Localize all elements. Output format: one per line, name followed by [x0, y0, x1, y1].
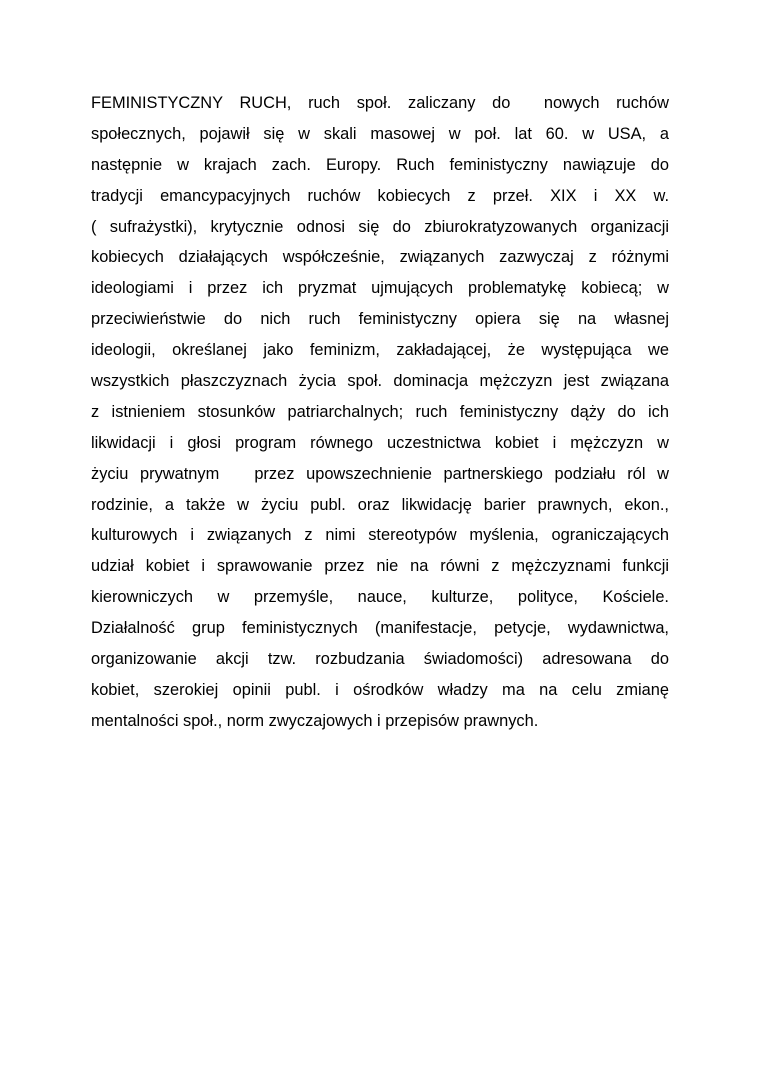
- text-line: życiu prywatnym przez upowszechnienie partnerskiego podziału ról w: [91, 464, 669, 483]
- text-line: tradycji emancypacyjnych ruchów kobiecych z przeł. XIX i XX w.: [91, 186, 669, 205]
- article-paragraph: [91, 88, 669, 737]
- text-line: Działalność grup feministycznych (manifestacje, petycje, wydawnictwa,: [91, 619, 669, 638]
- text-line: kobiecych działających współcześnie, związanych zazwyczaj z różnymi: [91, 248, 669, 267]
- text-line: likwidacji i głosi program równego uczestnictwa kobiet i mężczyzn w: [91, 433, 669, 452]
- text-line: organizowanie akcji tzw. rozbudzania świadomości) adresowana do: [91, 650, 669, 669]
- text-line: przeciwieństwie do nich ruch feministyczny opiera się na własnej: [91, 310, 669, 329]
- text-line: rodzinie, a także w życiu publ. oraz likwidację barier prawnych, ekon.,: [91, 495, 669, 514]
- text-line: ideologii, określanej jako feminizm, zakładającej, że występująca we: [91, 341, 669, 360]
- text-line: z istnieniem stosunków patriarchalnych; ruch feministyczny dąży do ich: [91, 402, 669, 421]
- text-line: następnie w krajach zach. Europy. Ruch feministyczny nawiązuje do: [91, 155, 669, 174]
- text-line: wszystkich płaszczyznach życia społ. dominacja mężczyzn jest związana: [91, 372, 669, 391]
- text-line: ideologiami i przez ich pryzmat ujmujących problematykę kobiecą; w: [91, 279, 669, 298]
- text-line: kierowniczych w przemyśle, nauce, kulturze, polityce, Kościele.: [91, 588, 669, 607]
- text-line: ( sufrażystki), krytycznie odnosi się do zbiurokratyzowanych organizacji: [91, 217, 669, 236]
- text-line: mentalności społ., norm zwyczajowych i przepisów prawnych.: [91, 711, 539, 730]
- text-line: społecznych, pojawił się w skali masowej w poł. lat 60. w USA, a: [91, 124, 669, 143]
- text-line: kulturowych i związanych z nimi stereotypów myślenia, ograniczających: [91, 526, 669, 545]
- text-line: kobiet, szerokiej opinii publ. i ośrodków władzy ma na celu zmianę: [91, 680, 669, 699]
- text-line: udział kobiet i sprawowanie przez nie na równi z mężczyznami funkcji: [91, 557, 669, 576]
- text-line: FEMINISTYCZNY RUCH, ruch społ. zaliczany do nowych ruchów: [91, 94, 669, 112]
